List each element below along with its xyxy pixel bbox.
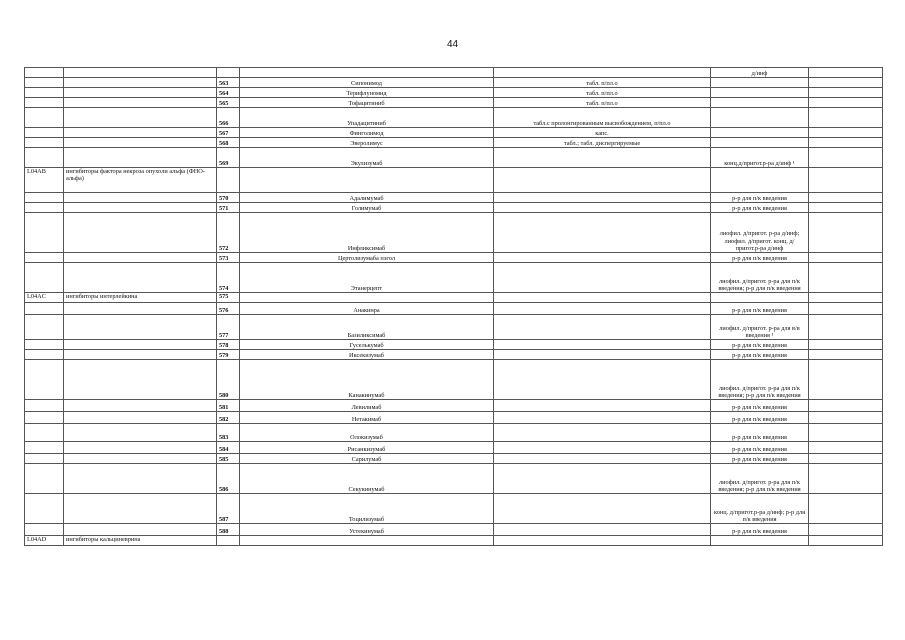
drug-name: [240, 68, 494, 78]
dosage-form-note: р-р для п/к введения: [711, 442, 809, 454]
group-row: [25, 293, 883, 303]
group-name: [64, 68, 217, 78]
group-name: ингибиторы кальциневрина: [64, 536, 217, 546]
dosage-form-note: д/инф: [711, 68, 809, 78]
atc-group-code: [25, 360, 64, 400]
dosage-form: [494, 442, 711, 454]
table-row: [25, 98, 883, 108]
empty-cell: [809, 494, 883, 524]
empty-cell: [809, 464, 883, 494]
row-number: 577: [217, 315, 240, 340]
empty-cell: [809, 78, 883, 88]
drug-name: Экулизумаб: [240, 148, 494, 168]
empty-cell: [809, 400, 883, 412]
table-row: [25, 148, 883, 168]
empty-cell: [809, 98, 883, 108]
empty-cell: [809, 524, 883, 536]
group-row: [25, 168, 883, 193]
drug-name: [240, 536, 494, 546]
atc-group-code: [25, 524, 64, 536]
table-row: [25, 193, 883, 203]
atc-group-code: [25, 88, 64, 98]
table-row: [25, 494, 883, 524]
dosage-form-note: лиофил. д/пригот. р-ра для п/к введения; р-р для п/к введения: [711, 360, 809, 400]
atc-group-code: [25, 464, 64, 494]
dosage-form: [494, 464, 711, 494]
row-number: 580: [217, 360, 240, 400]
group-name: [64, 442, 217, 454]
atc-group-code: [25, 68, 64, 78]
dosage-form: [494, 494, 711, 524]
dosage-form-note: р-р для п/к введения: [711, 424, 809, 442]
row-number: 584: [217, 442, 240, 454]
drug-name: Сипонимод: [240, 78, 494, 88]
dosage-form-note: лиофил. д/пригот. р-ра для в/в введения ¹: [711, 315, 809, 340]
group-name: [64, 412, 217, 424]
group-name: [64, 148, 217, 168]
empty-cell: [809, 360, 883, 400]
empty-cell: [809, 138, 883, 148]
table-row: [25, 263, 883, 293]
empty-cell: [809, 350, 883, 360]
group-name: [64, 454, 217, 464]
dosage-form: [494, 168, 711, 193]
atc-group-code: [25, 78, 64, 88]
row-number: 574: [217, 263, 240, 293]
row-number: 566: [217, 108, 240, 128]
atc-group-code: [25, 494, 64, 524]
table-row: [25, 303, 883, 315]
drug-name: Канакинумаб: [240, 360, 494, 400]
drug-name: Тоцилизумаб: [240, 494, 494, 524]
empty-cell: [809, 213, 883, 253]
row-number: 569: [217, 148, 240, 168]
group-name: [64, 400, 217, 412]
atc-group-code: [25, 263, 64, 293]
group-name: ингибиторы интерлейкина: [64, 293, 217, 303]
drug-name: Гуселькумаб: [240, 340, 494, 350]
dosage-form: [494, 213, 711, 253]
dosage-form-note: р-р для п/к введения: [711, 253, 809, 263]
drug-name: Сарилумаб: [240, 454, 494, 464]
dosage-form: табл. п/пл.о: [494, 98, 711, 108]
table-row: [25, 108, 883, 128]
row-number: 586: [217, 464, 240, 494]
row-number: 572: [217, 213, 240, 253]
drug-name: Этанерцепт: [240, 263, 494, 293]
table-row: [25, 350, 883, 360]
atc-group-code: [25, 193, 64, 203]
dosage-form: табл. п/пл.о: [494, 78, 711, 88]
dosage-form-note: [711, 128, 809, 138]
drug-name: Терифлуномид: [240, 88, 494, 98]
atc-group-code: [25, 454, 64, 464]
table-row: [25, 360, 883, 400]
dosage-form: [494, 193, 711, 203]
table-row: [25, 68, 883, 78]
empty-cell: [809, 536, 883, 546]
dosage-form: [494, 263, 711, 293]
table-row: [25, 88, 883, 98]
group-name: [64, 315, 217, 340]
atc-group-code: [25, 424, 64, 442]
dosage-form: [494, 315, 711, 340]
dosage-form: капс.: [494, 128, 711, 138]
group-name: [64, 360, 217, 400]
dosage-form: [494, 303, 711, 315]
drug-name: Иксекизумаб: [240, 350, 494, 360]
group-name: [64, 203, 217, 213]
drug-name: Анакинра: [240, 303, 494, 315]
dosage-form-note: лиофил. д/пригот. р-ра д/инф; лиофил. д/пригот. конц. д/пригот.р-ра д/инф: [711, 213, 809, 253]
row-number: 585: [217, 454, 240, 464]
table-row: [25, 412, 883, 424]
dosage-form: [494, 148, 711, 168]
row-number: 564: [217, 88, 240, 98]
atc-group-code: L04AC: [25, 293, 64, 303]
empty-cell: [809, 168, 883, 193]
table-row: [25, 253, 883, 263]
row-number: 571: [217, 203, 240, 213]
drug-name: Финголимод: [240, 128, 494, 138]
group-name: [64, 253, 217, 263]
drug-name: Левилимаб: [240, 400, 494, 412]
page-number: 44: [446, 39, 459, 50]
group-name: [64, 88, 217, 98]
dosage-form: табл.с пролонгированным высвобождением, п/пл.о: [494, 108, 711, 128]
row-number: [217, 68, 240, 78]
drug-name: Олокизумаб: [240, 424, 494, 442]
drug-name: Нетакимаб: [240, 412, 494, 424]
atc-group-code: [25, 303, 64, 315]
group-name: [64, 128, 217, 138]
drug-name: Голимумаб: [240, 203, 494, 213]
dosage-form: [494, 253, 711, 263]
atc-group-code: [25, 138, 64, 148]
row-number: 581: [217, 400, 240, 412]
dosage-form-note: р-р для п/к введения: [711, 400, 809, 412]
table-row: [25, 424, 883, 442]
group-name: [64, 213, 217, 253]
dosage-form-note: [711, 536, 809, 546]
table-row: [25, 78, 883, 88]
dosage-form: табл.; табл. диспергируемые: [494, 138, 711, 148]
row-number: 563: [217, 78, 240, 88]
atc-group-code: [25, 442, 64, 454]
table-row: [25, 128, 883, 138]
atc-group-code: L04AB: [25, 168, 64, 193]
empty-cell: [809, 412, 883, 424]
drug-name: Базиликсимаб: [240, 315, 494, 340]
group-name: [64, 303, 217, 315]
dosage-form: [494, 400, 711, 412]
empty-cell: [809, 108, 883, 128]
dosage-form-note: р-р для п/к введения: [711, 524, 809, 536]
atc-group-code: L04AD: [25, 536, 64, 546]
group-name: [64, 98, 217, 108]
row-number: 576: [217, 303, 240, 315]
empty-cell: [809, 88, 883, 98]
empty-cell: [809, 454, 883, 464]
row-number: 575: [217, 293, 240, 303]
drug-name: Упадацитиниб: [240, 108, 494, 128]
dosage-form: [494, 68, 711, 78]
dosage-form: [494, 536, 711, 546]
empty-cell: [809, 128, 883, 138]
dosage-form: [494, 293, 711, 303]
dosage-form-note: лиофил. д/пригот. р-ра для п/к введения; р-р для п/к введения: [711, 263, 809, 293]
group-name: [64, 108, 217, 128]
atc-group-code: [25, 253, 64, 263]
empty-cell: [809, 315, 883, 340]
atc-group-code: [25, 400, 64, 412]
table-row: [25, 138, 883, 148]
drug-name: Рисанкизумаб: [240, 442, 494, 454]
row-number: 582: [217, 412, 240, 424]
empty-cell: [809, 253, 883, 263]
dosage-form: [494, 340, 711, 350]
dosage-form-note: р-р для п/к введения: [711, 350, 809, 360]
dosage-form-note: р-р для п/к введения: [711, 303, 809, 315]
atc-group-code: [25, 108, 64, 128]
group-name: [64, 78, 217, 88]
row-number: 587: [217, 494, 240, 524]
dosage-form: [494, 412, 711, 424]
empty-cell: [809, 68, 883, 78]
group-name: [64, 340, 217, 350]
atc-group-code: [25, 340, 64, 350]
dosage-form-note: р-р для п/к введения: [711, 454, 809, 464]
group-name: [64, 424, 217, 442]
empty-cell: [809, 148, 883, 168]
table-row: [25, 315, 883, 340]
drug-name: Устекинумаб: [240, 524, 494, 536]
dosage-form-note: р-р для п/к введения: [711, 193, 809, 203]
dosage-form-note: конц.д/пригот.р-ра д/инф ¹: [711, 148, 809, 168]
table-row: [25, 340, 883, 350]
table-row: [25, 203, 883, 213]
group-name: [64, 524, 217, 536]
drug-name: [240, 293, 494, 303]
row-number: 578: [217, 340, 240, 350]
table-row: [25, 213, 883, 253]
atc-group-code: [25, 350, 64, 360]
row-number: 588: [217, 524, 240, 536]
group-name: [64, 350, 217, 360]
drug-name: Адалимумаб: [240, 193, 494, 203]
dosage-form-note: [711, 88, 809, 98]
atc-group-code: [25, 213, 64, 253]
drug-name: [240, 168, 494, 193]
table-row: [25, 442, 883, 454]
dosage-form-note: конц. д/пригот.р-ра д/инф; р-р для п/к введения: [711, 494, 809, 524]
row-number: 583: [217, 424, 240, 442]
dosage-form: табл. п/пл.о: [494, 88, 711, 98]
group-name: [64, 494, 217, 524]
dosage-form-note: р-р для п/к введения: [711, 412, 809, 424]
row-number: 579: [217, 350, 240, 360]
dosage-form-note: лиофил. д/пригот. р-ра для п/к введения; р-р для п/к введения: [711, 464, 809, 494]
dosage-form-note: [711, 138, 809, 148]
atc-group-code: [25, 98, 64, 108]
row-number: 568: [217, 138, 240, 148]
dosage-form-note: [711, 293, 809, 303]
atc-group-code: [25, 412, 64, 424]
empty-cell: [809, 293, 883, 303]
row-number: 570: [217, 193, 240, 203]
dosage-form: [494, 360, 711, 400]
dosage-form: [494, 524, 711, 536]
drug-name: Инфликсимаб: [240, 213, 494, 253]
empty-cell: [809, 340, 883, 350]
atc-group-code: [25, 315, 64, 340]
table-row: [25, 454, 883, 464]
empty-cell: [809, 424, 883, 442]
drug-name: Тофацитиниб: [240, 98, 494, 108]
table-row: [25, 524, 883, 536]
group-row: [25, 536, 883, 546]
dosage-form-note: [711, 78, 809, 88]
drug-name: Эверолимус: [240, 138, 494, 148]
dosage-form-note: р-р для п/к введения: [711, 340, 809, 350]
dosage-form-note: р-р для п/к введения: [711, 203, 809, 213]
dosage-form-note: [711, 98, 809, 108]
row-number: 573: [217, 253, 240, 263]
atc-group-code: [25, 148, 64, 168]
row-number: [217, 536, 240, 546]
drug-name: Цертолизумаба пэгол: [240, 253, 494, 263]
empty-cell: [809, 303, 883, 315]
dosage-form-note: [711, 108, 809, 128]
group-name: ингибиторы фактора некроза опухоли альфа (ФНО-альфа): [64, 168, 217, 193]
dosage-form: [494, 203, 711, 213]
empty-cell: [809, 263, 883, 293]
table-row: [25, 400, 883, 412]
dosage-form: [494, 350, 711, 360]
dosage-form: [494, 454, 711, 464]
empty-cell: [809, 203, 883, 213]
group-name: [64, 464, 217, 494]
dosage-form: [494, 424, 711, 442]
group-name: [64, 193, 217, 203]
empty-cell: [809, 442, 883, 454]
atc-group-code: [25, 128, 64, 138]
row-number: [217, 168, 240, 193]
atc-group-code: [25, 203, 64, 213]
drug-name: Секукинумаб: [240, 464, 494, 494]
table-row: [25, 464, 883, 494]
empty-cell: [809, 193, 883, 203]
row-number: 565: [217, 98, 240, 108]
row-number: 567: [217, 128, 240, 138]
drug-list-table: [24, 67, 883, 546]
group-name: [64, 138, 217, 148]
group-name: [64, 263, 217, 293]
dosage-form-note: [711, 168, 809, 193]
